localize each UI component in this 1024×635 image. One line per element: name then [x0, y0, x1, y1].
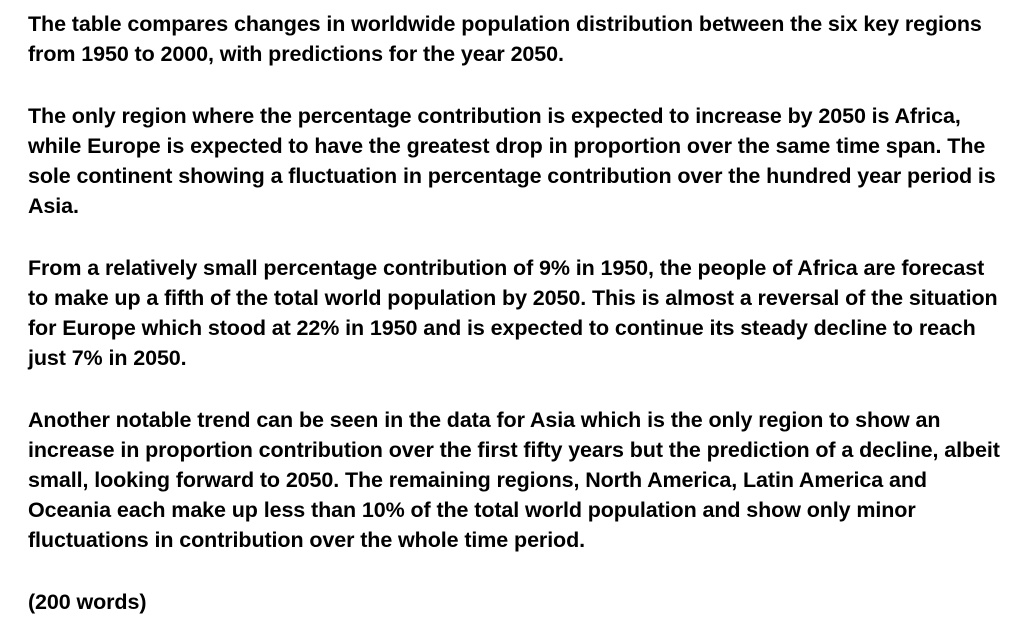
paragraph-intro: The table compares changes in worldwide population distribution between the six key regions from 1950 to 2000, with predictions for the year 2050. [28, 12, 982, 66]
paragraph-overview: The only region where the percentage contribution is expected to increase by 2050 is Africa, while Europe is expected to have the greatest drop in proportion over the same time span. The sole continent showing a fluctuation in percentage contribution over the hundred year period is Asia. [28, 104, 996, 218]
paragraph-asia-others: Another notable trend can be seen in the data for Asia which is the only region to show an increase in proportion contribution over the first fifty years but the prediction of a decline, albeit small, looking forward to 2050. The remaining regions, North America, Latin America and Oceania each make up less than 10% of the total world population and show only minor fluctuations in contribution over the whole time period. [28, 408, 1000, 552]
paragraph-africa-europe: From a relatively small percentage contribution of 9% in 1950, the people of Africa are forecast to make up a fifth of the total world population by 2050. This is almost a reversal of the situation for Europe which stood at 22% in 1950 and is expected to continue its steady decline to reach just 7% in 2050. [28, 256, 998, 370]
word-count: (200 words) [28, 590, 147, 614]
